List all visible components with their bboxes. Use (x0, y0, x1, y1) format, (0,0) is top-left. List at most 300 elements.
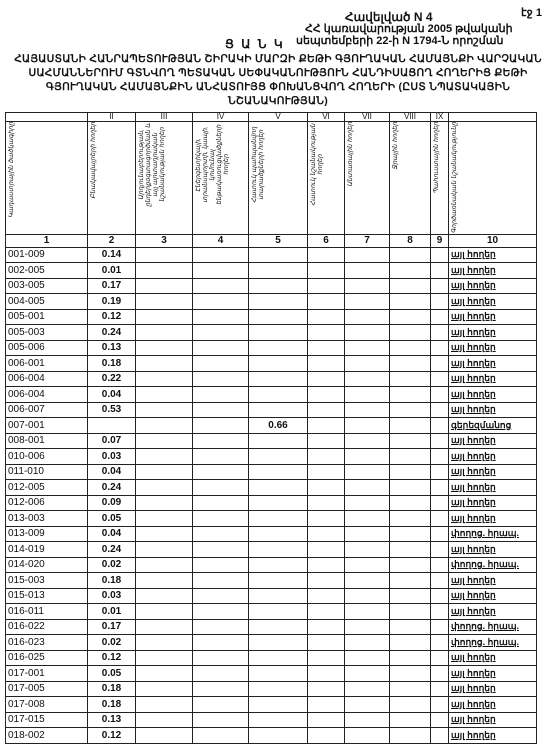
purpose-cell: այլ հողեր (449, 495, 537, 511)
purpose-cell: այլ հողեր (449, 449, 537, 465)
settlement-land-cell: 0.04 (88, 464, 136, 480)
empty-cell (193, 263, 249, 279)
empty-cell (390, 650, 431, 666)
empty-cell (431, 247, 449, 263)
col-number: 2 (88, 234, 136, 247)
empty-cell (390, 511, 431, 527)
title-line-1: ՀԱՅԱՍՏԱՆԻ ՀԱՆՐԱՊԵՏՈՒԹՅԱՆ ՇԻՐԱԿԻ ՄԱՐԶԻ ՔԵԹԻ ԳՅՈՒՂԱԿԱՆ ՀԱՄԱՅՆՔԻ ՎԱՐՉԱԿԱՆ (14, 53, 542, 65)
settlement-land-cell: 0.13 (88, 712, 136, 728)
empty-cell (136, 712, 193, 728)
settlement-land-cell: 0.03 (88, 588, 136, 604)
settlement-land-cell: 0.12 (88, 728, 136, 744)
roman-cell: VII (345, 113, 390, 122)
empty-cell (390, 619, 431, 635)
empty-cell (308, 666, 345, 682)
table-row (6, 294, 537, 310)
empty-cell (193, 449, 249, 465)
empty-cell (431, 526, 449, 542)
col-header-text: Գործառնական նշանակությունը (451, 122, 458, 234)
empty-cell (136, 464, 193, 480)
empty-cell (136, 402, 193, 418)
empty-cell (345, 371, 390, 387)
settlement-land-cell: 0.17 (88, 278, 136, 294)
purpose-cell: այլ հողեր (449, 542, 537, 558)
purpose-cell: այլ հողեր (449, 511, 537, 527)
protected-land-cell (249, 650, 308, 666)
purpose-cell: այլ հողեր (449, 650, 537, 666)
cadastral-code-cell: 013-009 (6, 526, 88, 542)
purpose-cell: այլ հողեր (449, 681, 537, 697)
settlement-land-cell: 0.22 (88, 371, 136, 387)
col-number: 1 (6, 234, 88, 247)
empty-cell (431, 418, 449, 434)
table-row (6, 433, 537, 449)
purpose-cell: այլ հողեր (449, 588, 537, 604)
col-header (431, 122, 449, 235)
empty-cell (136, 387, 193, 403)
empty-cell (136, 263, 193, 279)
empty-cell (193, 247, 249, 263)
empty-cell (390, 635, 431, 651)
empty-cell (431, 666, 449, 682)
empty-cell (193, 573, 249, 589)
empty-cell (431, 697, 449, 713)
empty-cell (390, 325, 431, 341)
table-row (6, 681, 537, 697)
empty-cell (136, 604, 193, 620)
col-header-text: Պահուստային հողեր (433, 122, 440, 194)
empty-cell (193, 495, 249, 511)
empty-cell (136, 294, 193, 310)
cadastral-code-cell: 003-005 (6, 278, 88, 294)
empty-cell (193, 294, 249, 310)
cadastral-code-cell: 015-013 (6, 588, 88, 604)
empty-cell (431, 650, 449, 666)
table-row (6, 573, 537, 589)
roman-cell: IX (431, 113, 449, 122)
empty-cell (345, 325, 390, 341)
empty-cell (431, 433, 449, 449)
settlement-land-cell: 0.24 (88, 325, 136, 341)
empty-cell (136, 371, 193, 387)
cadastral-code-cell: 017-001 (6, 666, 88, 682)
table-row (6, 418, 537, 434)
col-number: 4 (193, 234, 249, 247)
empty-cell (136, 247, 193, 263)
empty-cell (431, 619, 449, 635)
empty-cell (345, 449, 390, 465)
title-line-2: ՍԱՀՄԱՆՆԵՐՈՒՄ ԳՏՆՎՈՂ ՊԵՏԱԿԱՆ ՍԵՓԱԿԱՆՈՒԹՅՈՒՆ ՀԱՆԴԻՍԱՑՈՂ ՀՈՂԵՐԻՑ ՔԵԹԻ (28, 67, 528, 79)
roman-cell (6, 113, 88, 122)
cadastral-code-cell: 005-003 (6, 325, 88, 341)
annex-label: Հավելված N 4 (345, 10, 433, 24)
empty-cell (193, 371, 249, 387)
column-number-row (6, 234, 537, 247)
empty-cell (431, 449, 449, 465)
empty-cell (390, 712, 431, 728)
table-row (6, 712, 537, 728)
table-row (6, 247, 537, 263)
cadastral-code-cell: 018-002 (6, 728, 88, 744)
empty-cell (431, 371, 449, 387)
protected-land-cell (249, 464, 308, 480)
table-row (6, 387, 537, 403)
table-row (6, 728, 537, 744)
cadastral-code-cell: 015-003 (6, 573, 88, 589)
empty-cell (136, 511, 193, 527)
empty-cell (308, 371, 345, 387)
protected-land-cell (249, 449, 308, 465)
empty-cell (308, 433, 345, 449)
purpose-cell: այլ հողեր (449, 604, 537, 620)
empty-cell (193, 542, 249, 558)
cadastral-code-cell: 017-015 (6, 712, 88, 728)
col-header (390, 122, 431, 235)
empty-cell (308, 542, 345, 558)
empty-cell (308, 263, 345, 279)
empty-cell (136, 666, 193, 682)
col-header-text: Կադաստրային ծածկագիրը (8, 122, 15, 218)
empty-cell (431, 604, 449, 620)
settlement-land-cell: 0.01 (88, 604, 136, 620)
empty-cell (193, 526, 249, 542)
empty-cell (345, 418, 390, 434)
empty-cell (193, 728, 249, 744)
empty-cell (308, 526, 345, 542)
roman-cell: V (249, 113, 308, 122)
cadastral-code-cell: 006-004 (6, 371, 88, 387)
empty-cell (390, 697, 431, 713)
settlement-land-cell: 0.02 (88, 557, 136, 573)
table-row (6, 557, 537, 573)
settlement-land-cell: 0.12 (88, 650, 136, 666)
purpose-cell: փողոց. հրապ. (449, 619, 537, 635)
empty-cell (308, 340, 345, 356)
empty-cell (193, 635, 249, 651)
empty-cell (136, 728, 193, 744)
col-header (345, 122, 390, 235)
roman-cell: III (136, 113, 193, 122)
empty-cell (308, 418, 345, 434)
empty-cell (345, 464, 390, 480)
empty-cell (308, 387, 345, 403)
empty-cell (193, 681, 249, 697)
settlement-land-cell: 0.02 (88, 635, 136, 651)
empty-cell (136, 573, 193, 589)
protected-land-cell (249, 495, 308, 511)
cadastral-code-cell: 014-019 (6, 542, 88, 558)
purpose-cell: այլ հողեր (449, 356, 537, 372)
empty-cell (390, 604, 431, 620)
empty-cell (390, 557, 431, 573)
empty-cell (308, 728, 345, 744)
empty-cell (345, 650, 390, 666)
col-header-text: Հատուկ պահպանվող տարածքների հողեր (251, 126, 265, 204)
purpose-cell: այլ հողեր (449, 371, 537, 387)
protected-land-cell (249, 604, 308, 620)
empty-cell (308, 309, 345, 325)
empty-cell (345, 666, 390, 682)
empty-cell (136, 356, 193, 372)
empty-cell (390, 433, 431, 449)
cadastral-code-cell: 008-001 (6, 433, 88, 449)
empty-cell (308, 356, 345, 372)
empty-cell (345, 728, 390, 744)
empty-cell (345, 433, 390, 449)
purpose-cell: փողոց. հրապ. (449, 557, 537, 573)
empty-cell (345, 480, 390, 496)
roman-cell (449, 113, 537, 122)
protected-land-cell (249, 356, 308, 372)
protected-land-cell (249, 619, 308, 635)
cadastral-code-cell: 013-003 (6, 511, 88, 527)
empty-cell (431, 294, 449, 310)
empty-cell (136, 449, 193, 465)
purpose-cell: այլ հողեր (449, 309, 537, 325)
protected-land-cell (249, 511, 308, 527)
purpose-cell: այլ հողեր (449, 278, 537, 294)
page-number: էջ 1 (521, 7, 542, 19)
table-row (6, 495, 537, 511)
purpose-cell: այլ հողեր (449, 433, 537, 449)
col-number: 9 (431, 234, 449, 247)
empty-cell (308, 278, 345, 294)
empty-cell (431, 728, 449, 744)
cadastral-code-cell: 004-005 (6, 294, 88, 310)
empty-cell (193, 278, 249, 294)
empty-cell (345, 573, 390, 589)
empty-cell (193, 712, 249, 728)
empty-cell (345, 681, 390, 697)
purpose-cell: փողոց. հրապ. (449, 526, 537, 542)
list-heading: Ց Ա Ն Կ (225, 37, 285, 51)
land-table (5, 112, 537, 744)
table-row (6, 371, 537, 387)
empty-cell (390, 728, 431, 744)
decree-line-2: սեպտեմբերի 22-ի N 1794-Ն որոշման (296, 35, 504, 47)
protected-land-cell (249, 294, 308, 310)
empty-cell (308, 464, 345, 480)
empty-cell (308, 247, 345, 263)
col-header (136, 122, 193, 235)
empty-cell (193, 650, 249, 666)
empty-cell (431, 325, 449, 341)
empty-cell (193, 340, 249, 356)
empty-cell (308, 588, 345, 604)
cadastral-code-cell: 016-011 (6, 604, 88, 620)
empty-cell (308, 402, 345, 418)
cadastral-code-cell: 017-008 (6, 697, 88, 713)
protected-land-cell (249, 557, 308, 573)
empty-cell (431, 263, 449, 279)
empty-cell (193, 356, 249, 372)
column-header-row (6, 122, 537, 235)
empty-cell (431, 557, 449, 573)
cadastral-code-cell: 016-022 (6, 619, 88, 635)
col-header (193, 122, 249, 235)
empty-cell (390, 495, 431, 511)
purpose-cell: այլ հողեր (449, 294, 537, 310)
protected-land-cell (249, 433, 308, 449)
empty-cell (390, 356, 431, 372)
empty-cell (431, 387, 449, 403)
empty-cell (308, 449, 345, 465)
protected-land-cell (249, 542, 308, 558)
settlement-land-cell: 0.12 (88, 309, 136, 325)
table-row (6, 464, 537, 480)
protected-land-cell (249, 635, 308, 651)
table-row (6, 666, 537, 682)
empty-cell (345, 619, 390, 635)
empty-cell (390, 309, 431, 325)
table-row (6, 325, 537, 341)
empty-cell (431, 278, 449, 294)
table-row (6, 511, 537, 527)
cadastral-code-cell: 010-006 (6, 449, 88, 465)
empty-cell (390, 681, 431, 697)
purpose-cell: այլ հողեր (449, 247, 537, 263)
settlement-land-cell: 0.17 (88, 619, 136, 635)
empty-cell (193, 588, 249, 604)
empty-cell (431, 464, 449, 480)
table-row (6, 480, 537, 496)
empty-cell (345, 511, 390, 527)
table-row (6, 697, 537, 713)
empty-cell (390, 294, 431, 310)
protected-land-cell: 0.66 (249, 418, 308, 434)
empty-cell (345, 356, 390, 372)
roman-cell: II (88, 113, 136, 122)
protected-land-cell (249, 387, 308, 403)
protected-land-cell (249, 263, 308, 279)
settlement-land-cell: 0.07 (88, 433, 136, 449)
empty-cell (390, 340, 431, 356)
protected-land-cell (249, 681, 308, 697)
cadastral-code-cell: 014-020 (6, 557, 88, 573)
col-header (449, 122, 537, 235)
empty-cell (136, 650, 193, 666)
empty-cell (136, 635, 193, 651)
col-header (88, 122, 136, 235)
settlement-land-cell (88, 418, 136, 434)
table-row (6, 542, 537, 558)
table-row (6, 588, 537, 604)
cadastral-code-cell: 016-023 (6, 635, 88, 651)
settlement-land-cell: 0.24 (88, 480, 136, 496)
empty-cell (345, 340, 390, 356)
table-row (6, 619, 537, 635)
cadastral-code-cell: 005-006 (6, 340, 88, 356)
empty-cell (193, 418, 249, 434)
empty-cell (193, 402, 249, 418)
protected-land-cell (249, 666, 308, 682)
cadastral-code-cell: 012-005 (6, 480, 88, 496)
settlement-land-cell: 0.13 (88, 340, 136, 356)
empty-cell (193, 697, 249, 713)
table-row (6, 604, 537, 620)
protected-land-cell (249, 526, 308, 542)
purpose-cell: գերեզմանոց (449, 418, 537, 434)
col-header-text: Արդյունաբերության, ընդերքօգտագործման և այլ արտադրական նշանակության հողեր (138, 122, 166, 208)
roman-cell: IV (193, 113, 249, 122)
empty-cell (136, 588, 193, 604)
empty-cell (390, 449, 431, 465)
empty-cell (390, 666, 431, 682)
settlement-land-cell: 0.14 (88, 247, 136, 263)
purpose-cell: փողոց. հրապ. (449, 635, 537, 651)
empty-cell (390, 371, 431, 387)
purpose-cell: այլ հողեր (449, 728, 537, 744)
protected-land-cell (249, 309, 308, 325)
col-header (249, 122, 308, 235)
empty-cell (193, 433, 249, 449)
empty-cell (308, 604, 345, 620)
purpose-cell: այլ հողեր (449, 712, 537, 728)
table-row (6, 526, 537, 542)
empty-cell (136, 433, 193, 449)
empty-cell (431, 309, 449, 325)
empty-cell (308, 480, 345, 496)
settlement-land-cell: 0.09 (88, 495, 136, 511)
table-row (6, 263, 537, 279)
empty-cell (345, 635, 390, 651)
purpose-cell: այլ հողեր (449, 480, 537, 496)
empty-cell (390, 588, 431, 604)
roman-cell: VIII (390, 113, 431, 122)
decree-line-1: ՀՀ կառավարության 2005 թվականի (305, 23, 513, 35)
protected-land-cell (249, 728, 308, 744)
cadastral-code-cell: 016-025 (6, 650, 88, 666)
empty-cell (345, 526, 390, 542)
cadastral-code-cell: 005-001 (6, 309, 88, 325)
settlement-land-cell: 0.01 (88, 263, 136, 279)
empty-cell (193, 325, 249, 341)
cadastral-code-cell: 012-006 (6, 495, 88, 511)
empty-cell (308, 712, 345, 728)
col-number: 7 (345, 234, 390, 247)
empty-cell (345, 712, 390, 728)
roman-cell: VI (308, 113, 345, 122)
empty-cell (431, 480, 449, 496)
empty-cell (136, 557, 193, 573)
empty-cell (431, 635, 449, 651)
settlement-land-cell: 0.04 (88, 387, 136, 403)
empty-cell (193, 511, 249, 527)
empty-cell (136, 619, 193, 635)
empty-cell (345, 588, 390, 604)
col-number: 6 (308, 234, 345, 247)
empty-cell (193, 619, 249, 635)
purpose-cell: այլ հողեր (449, 666, 537, 682)
empty-cell (431, 588, 449, 604)
empty-cell (345, 542, 390, 558)
empty-cell (136, 542, 193, 558)
empty-cell (308, 681, 345, 697)
col-number: 8 (390, 234, 431, 247)
col-number: 3 (136, 234, 193, 247)
table-row (6, 650, 537, 666)
empty-cell (345, 604, 390, 620)
table-row (6, 278, 537, 294)
empty-cell (345, 495, 390, 511)
empty-cell (308, 557, 345, 573)
empty-cell (193, 480, 249, 496)
purpose-cell: այլ հողեր (449, 387, 537, 403)
empty-cell (136, 309, 193, 325)
cadastral-code-cell: 006-007 (6, 402, 88, 418)
protected-land-cell (249, 402, 308, 418)
empty-cell (308, 619, 345, 635)
